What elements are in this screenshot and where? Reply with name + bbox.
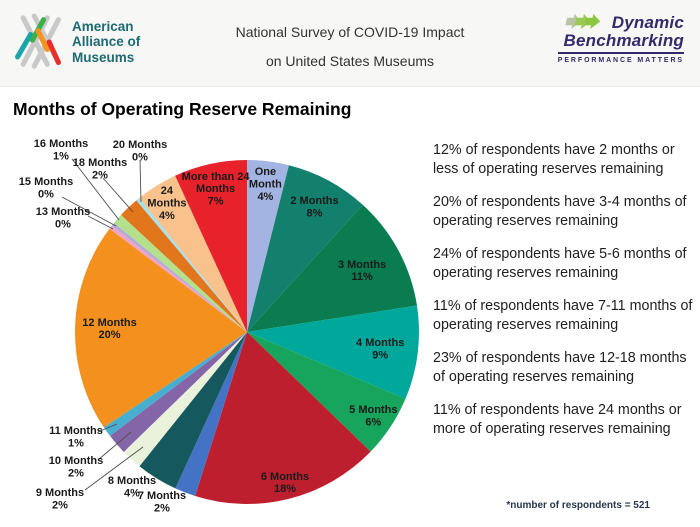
survey-title (236, 18, 465, 76)
insight-7-11-months: 11% of respondents have 7-11 months of operating reserves remaining (433, 298, 693, 333)
pie-label-4-months: 4 Months 9% (356, 337, 405, 362)
pie-label-18-months: 18 Months 2% (72, 156, 128, 182)
pie-label-10-months: 10 Months 2% (48, 454, 104, 480)
pie-label-9-months: 9 Months 2% (35, 486, 85, 512)
leader-line-18-months (103, 178, 133, 212)
insight-24-months: 11% of respondents have 24 months or more of operating reserves remaining (433, 402, 682, 437)
insight-5-6-months: 24% of respondents have 5-6 months of operating reserves remaining (433, 246, 687, 281)
pie-label-2-months: 2 Months 8% (290, 194, 339, 220)
pie-label-more-than-24-months: More than 24 Months 7% (181, 170, 250, 208)
pie-label-16-months: 16 Months 1% (33, 137, 89, 163)
aam-text-line1: American (72, 18, 134, 34)
db-name-line2: Benchmarking (563, 31, 684, 50)
db-arrows-icon (564, 13, 608, 30)
aam-logo-mark-icon (12, 7, 64, 77)
db-tagline: PERFORMANCE MATTERS (558, 52, 684, 64)
insight-2-months: 12% of respondents have 2 months or less of operating reserves remaining (433, 142, 675, 177)
respondents-footnote: *number of respondents = 521 (506, 500, 650, 511)
pie-label-11-months: 11 Months 1% (49, 424, 103, 450)
aam-text-line3: Museums (72, 49, 135, 65)
insight-3-4-months: 20% of respondents have 3-4 months of operating reserves remaining (433, 194, 687, 229)
pie-label-13-months: 13 Months 0% (35, 205, 91, 231)
page-header (0, 0, 700, 87)
pie-label-3-months: 3 Months 11% (337, 258, 387, 284)
aam-text-line2: Alliance of (72, 34, 141, 50)
survey-title-line1: National Survey of COVID-19 Impact (235, 24, 465, 40)
pie-label-5-months: 5 Months 6% (349, 404, 398, 429)
dynamic-benchmarking-logo (558, 13, 684, 64)
pie-label-20-months: 20 Months 0% (112, 138, 168, 164)
insight-12-18-months: 23% of respondents have 12-18 months of operating reserves remaining (433, 350, 687, 385)
pie-label-6-months: 6 Months 18% (260, 470, 310, 496)
pie-chart (0, 127, 445, 527)
chart-title: Months of Operating Reserve Remaining (13, 99, 352, 119)
leader-line-20-months (140, 160, 141, 202)
aam-logo (12, 7, 140, 77)
db-name-line1: Dynamic (611, 12, 684, 32)
survey-title-line2: on United States Museums (265, 53, 435, 69)
pie-label-12-months: 12 Months 20% (82, 316, 137, 342)
pie-label-7-months: 7 Months 2% (137, 489, 187, 515)
pie-label-one-month: One Month 4% (248, 166, 282, 203)
pie-label-24-months: 24 Months 4% (147, 185, 187, 222)
pie-label-8-months: 8 Months 4% (107, 474, 157, 500)
pie-label-15-months: 15 Months 0% (18, 175, 74, 201)
aam-logo-text (72, 19, 140, 65)
insights-column (433, 141, 699, 453)
